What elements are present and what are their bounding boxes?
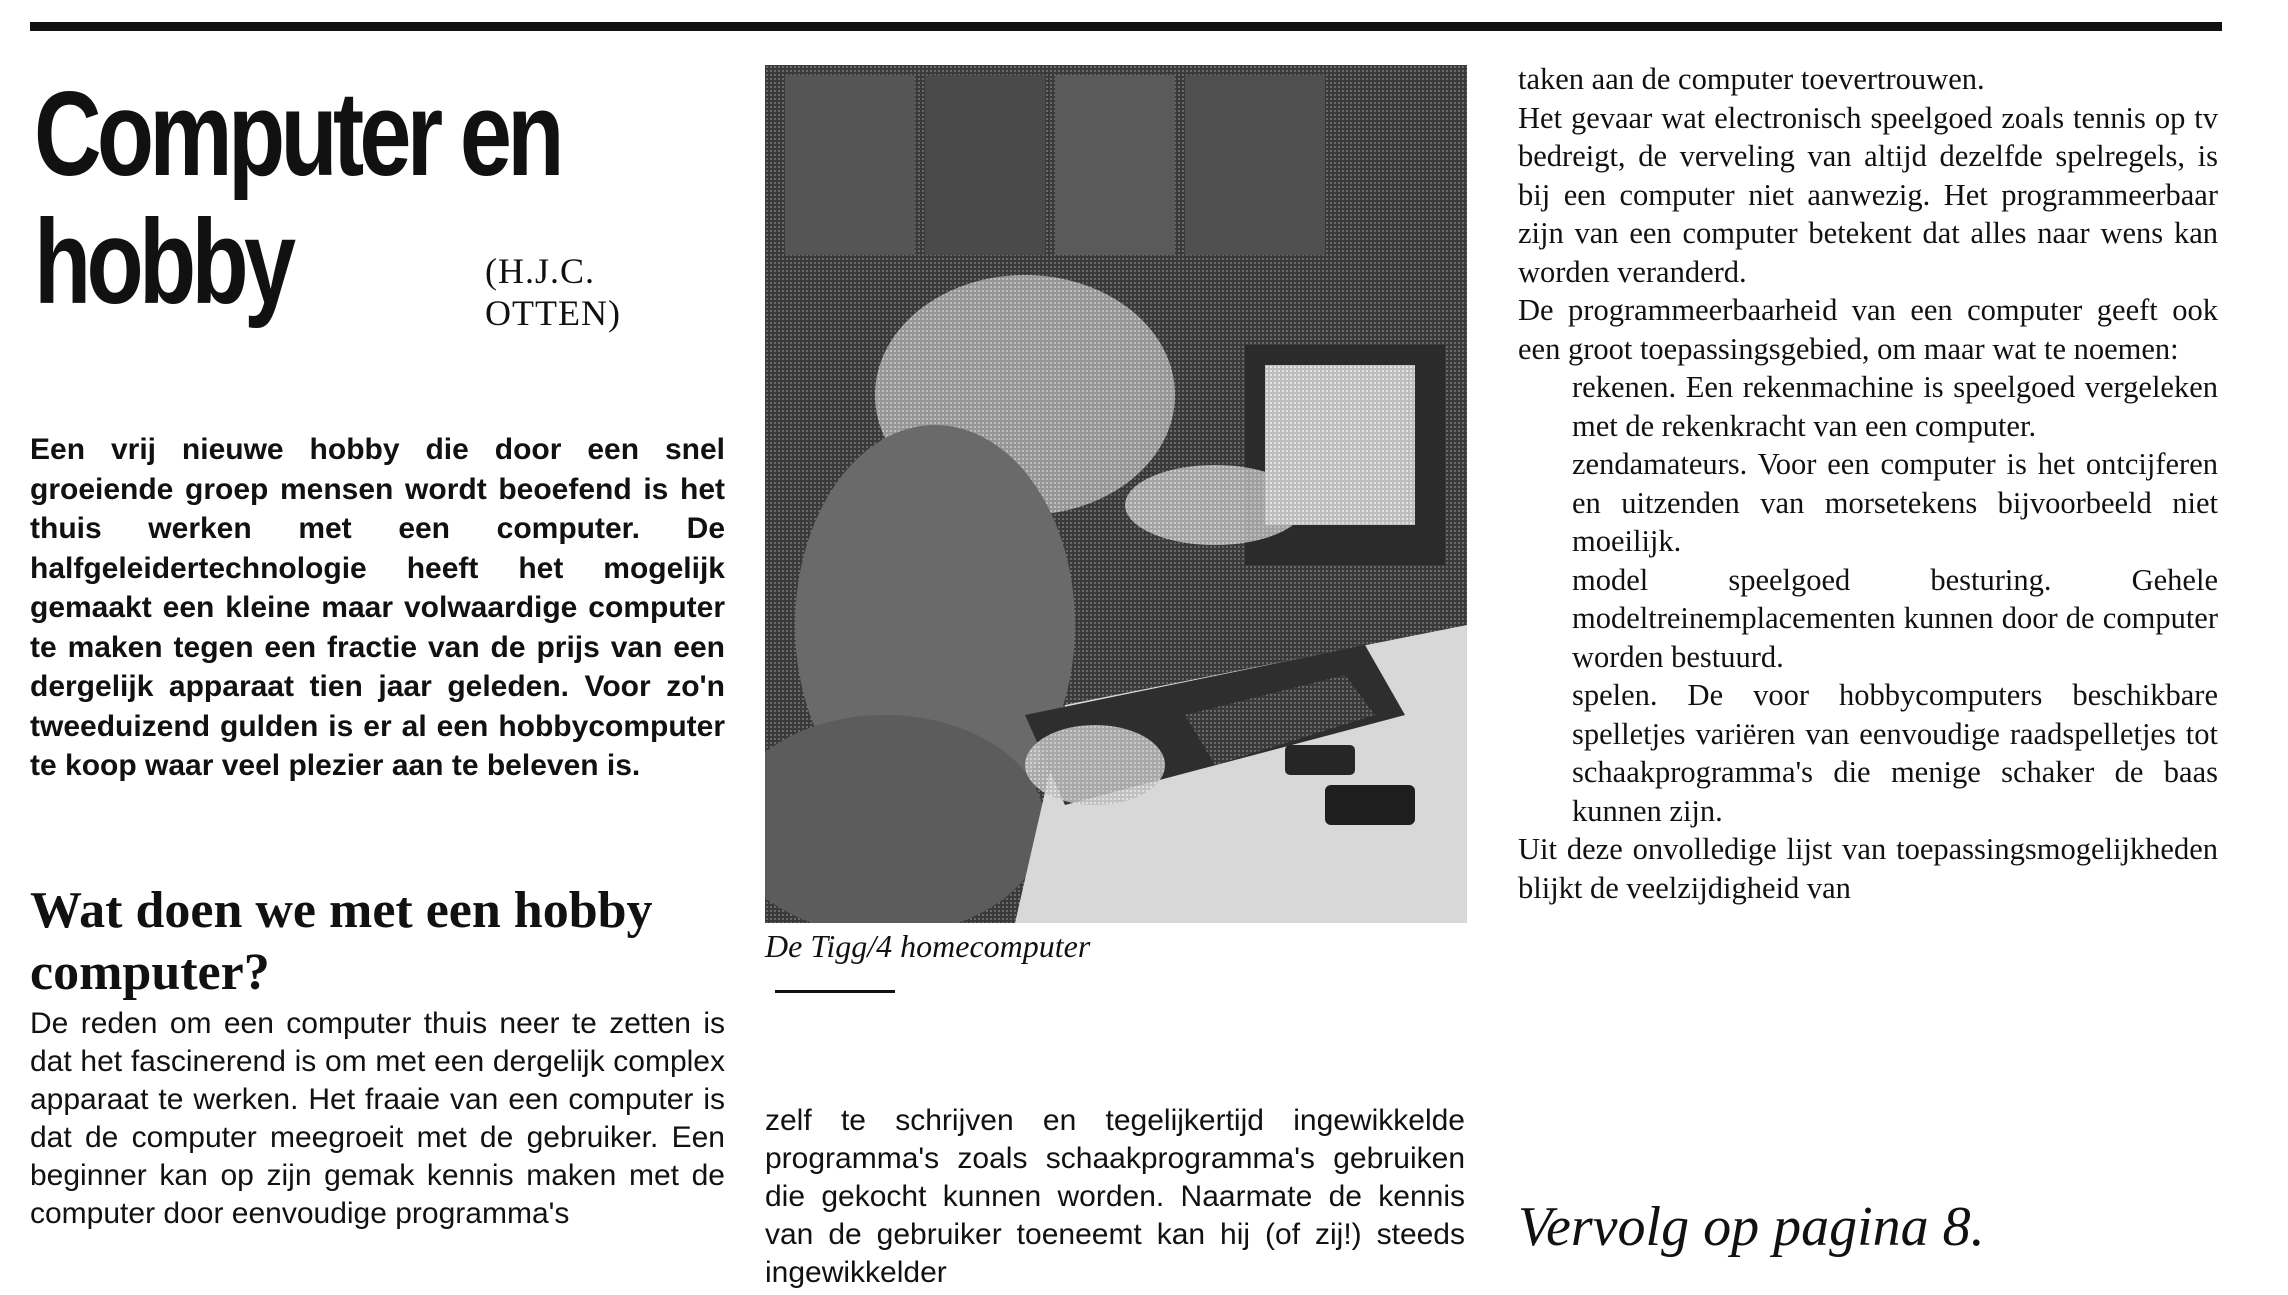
subheading: Wat doen we met een hobby computer?	[30, 882, 653, 1001]
continuation-note: Vervolg op pagina 8.	[1518, 1196, 1985, 1258]
col3-paragraph-4: Uit deze onvolledige lijst van toepassingsmogelijkheden blijkt de veelzijdigheid van	[1518, 832, 2218, 905]
photo-caption: De Tigg/4 homecomputer	[765, 928, 1091, 964]
column-left	[30, 50, 730, 1230]
homecomputer-photo	[765, 65, 1467, 923]
list-item-modelspeelgoed: model speelgoed besturing. Gehele modeltreinemplacementen kunnen door de computer worden bestuurd.	[1572, 562, 2218, 674]
body-text-col2: zelf te schrijven en tegelijkertijd ingewikkelde programma's zoals schaakprogramma's gebruiken die gekocht kunnen worden. Naarmate de kennis van de gebruiker toeneemt kan hij (of zij!) steeds ingewikkelder	[765, 1104, 1465, 1289]
body-text-col1: De reden om een computer thuis neer te zetten is dat het fascinerend is om met een dergelijk complex apparaat te werken. Het fraaie van een computer is dat de computer meegroeit met de gebruiker. Een beginner kan op zijn gemak kennis maken met de computer door eenvoudige programma's	[30, 1007, 725, 1230]
headline-line-2: hobby	[34, 195, 292, 329]
col3-paragraph-2: Het gevaar wat electronisch speelgoed zoals tennis op tv bedreigt, de verveling van altijd dezelfde spelregels, is bij een computer niet aanwezig. Het programmeerbaar zijn van een computer betekent dat alles naar wens kan worden veranderd.	[1518, 100, 2218, 289]
col3-paragraph-3: De programmeerbaarheid van een computer geeft ook een groot toepassingsgebied, om maar wat te noemen:	[1518, 293, 2218, 366]
byline: (H.J.C. OTTEN)	[485, 251, 621, 333]
headline-line-1: Computer en	[34, 67, 560, 201]
list-item-spelen: spelen. De voor hobbycomputers beschikbare spelletjes variëren van eenvoudige raadspelletjes tot schaakprogramma's die menige schaker de baas kunnen zijn.	[1572, 678, 2218, 828]
caption-rule	[775, 990, 895, 993]
lead-paragraph: Een vrij nieuwe hobby die door een snel groeiende groep mensen wordt beoefend is het thuis werken met een computer. De halfgeleidertechnologie heeft het mogelijk gemaakt een kleine maar volwaardige computer te maken tegen een fractie van de prijs van een dergelijk apparaat tien jaar geleden. Voor zo'n tweeduizend gulden is er al een hobbycomputer te koop waar veel plezier aan te beleven is.	[30, 433, 725, 782]
body-text-col3	[1518, 60, 2218, 907]
photo-illustration	[765, 65, 1467, 923]
list-item-zendamateurs: zendamateurs. Voor een computer is het ontcijferen en uitzenden van morsetekens bijvoorbeeld niet moeilijk.	[1572, 447, 2218, 558]
list-item-rekenen: rekenen. Een rekenmachine is speelgoed vergeleken met de rekenkracht van een computer.	[1572, 370, 2218, 443]
top-rule	[30, 22, 2222, 31]
col3-paragraph-1: taken aan de computer toevertrouwen.	[1518, 62, 1985, 96]
